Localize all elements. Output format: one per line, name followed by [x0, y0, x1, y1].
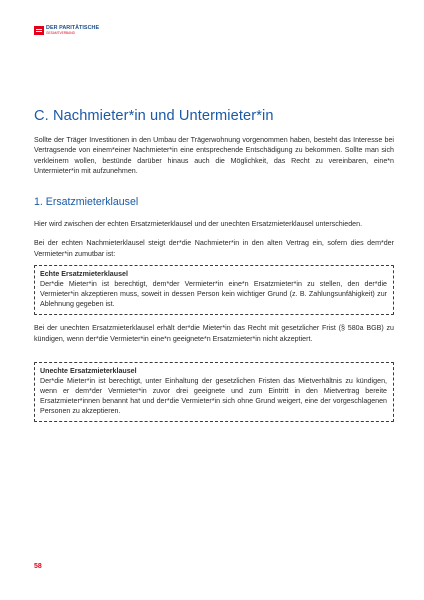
echte-box-text: Der*die Mieter*in ist berechtigt, dem*der Vermieter*in eine*n Ersatzmieter*in zu stellen, den der*die Vermieter*in akzeptieren muss, soweit in dessen Person kein wichtiger Grund (z. B. Zahlungsunfähigkeit) zur Ablehnung gegeben ist.: [40, 280, 387, 309]
logo-line-2: GESAMTVERBAND: [46, 31, 75, 36]
section-intro-paragraph: Sollte der Träger Investitionen in den Umbau der Trägerwohnung vorgenommen haben, besteht das Interesse bei Vertragsende von einem*einer Nachmieter*in eine entsprechende Entschädigung zu bekommen. Sollte man sich verkleinern wollen, bestünde darüber hinaus auch die Möglichkeit, das Recht zu vereinbaren, eine*n Untermieter*in mit aufzunehmen.: [34, 136, 394, 175]
section-title: C. Nachmieter*in und Untermieter*in: [34, 108, 274, 124]
page-number: 58: [34, 563, 42, 570]
echte-ersatzmieterklausel-box: [34, 265, 394, 315]
logo-line-1: DER PARITÄTISCHE: [46, 25, 100, 31]
paritaetische-logo-icon: [34, 26, 44, 35]
page-content: [34, 108, 394, 422]
subsection-title: 1. Ersatzmieterklausel: [34, 196, 139, 209]
distinction-paragraph: Hier wird zwischen der echten Ersatzmieterklausel und der unechten Ersatzmieterklausel unterschieden.: [34, 220, 363, 229]
logo-text: [46, 26, 99, 36]
unechte-box-text: Der*die Mieter*in ist berechtigt, unter Einhaltung der gesetzlichen Fristen das Mietverhältnis zu kündigen, wenn er dem*der Vermieter*in zuvor drei geeignete und zum Eintritt in den Mietvertrag bereite Ersatzmieter*innen benannt hat und der*die Vermieter*in sich ohne Grund weigert, eine der vorgeschlagenen Personen zu akzeptieren.: [40, 376, 387, 416]
unechte-ersatzmieterklausel-box: [34, 362, 394, 422]
paritaetische-logo: [34, 26, 99, 36]
echte-box-title: Echte Ersatzmieterklausel: [40, 270, 128, 279]
echte-intro-paragraph: Bei der echten Nachmieterklausel steigt der*die Nachmieter*in in den alten Vertrag ein, sofern dies dem*der Vermieter*in zumutbar ist:: [34, 239, 394, 258]
unechte-intro-paragraph: Bei der unechten Ersatzmieterklausel erhält der*die Mieter*in das Recht mit gesetzlicher Frist (§ 580a BGB) zu kündigen, wenn der*die Vermieter*in eine*n geeignete*n Ersatzmieter*in nicht akzeptiert.: [34, 324, 394, 343]
unechte-box-title: Unechte Ersatzmieterklausel: [40, 366, 137, 375]
